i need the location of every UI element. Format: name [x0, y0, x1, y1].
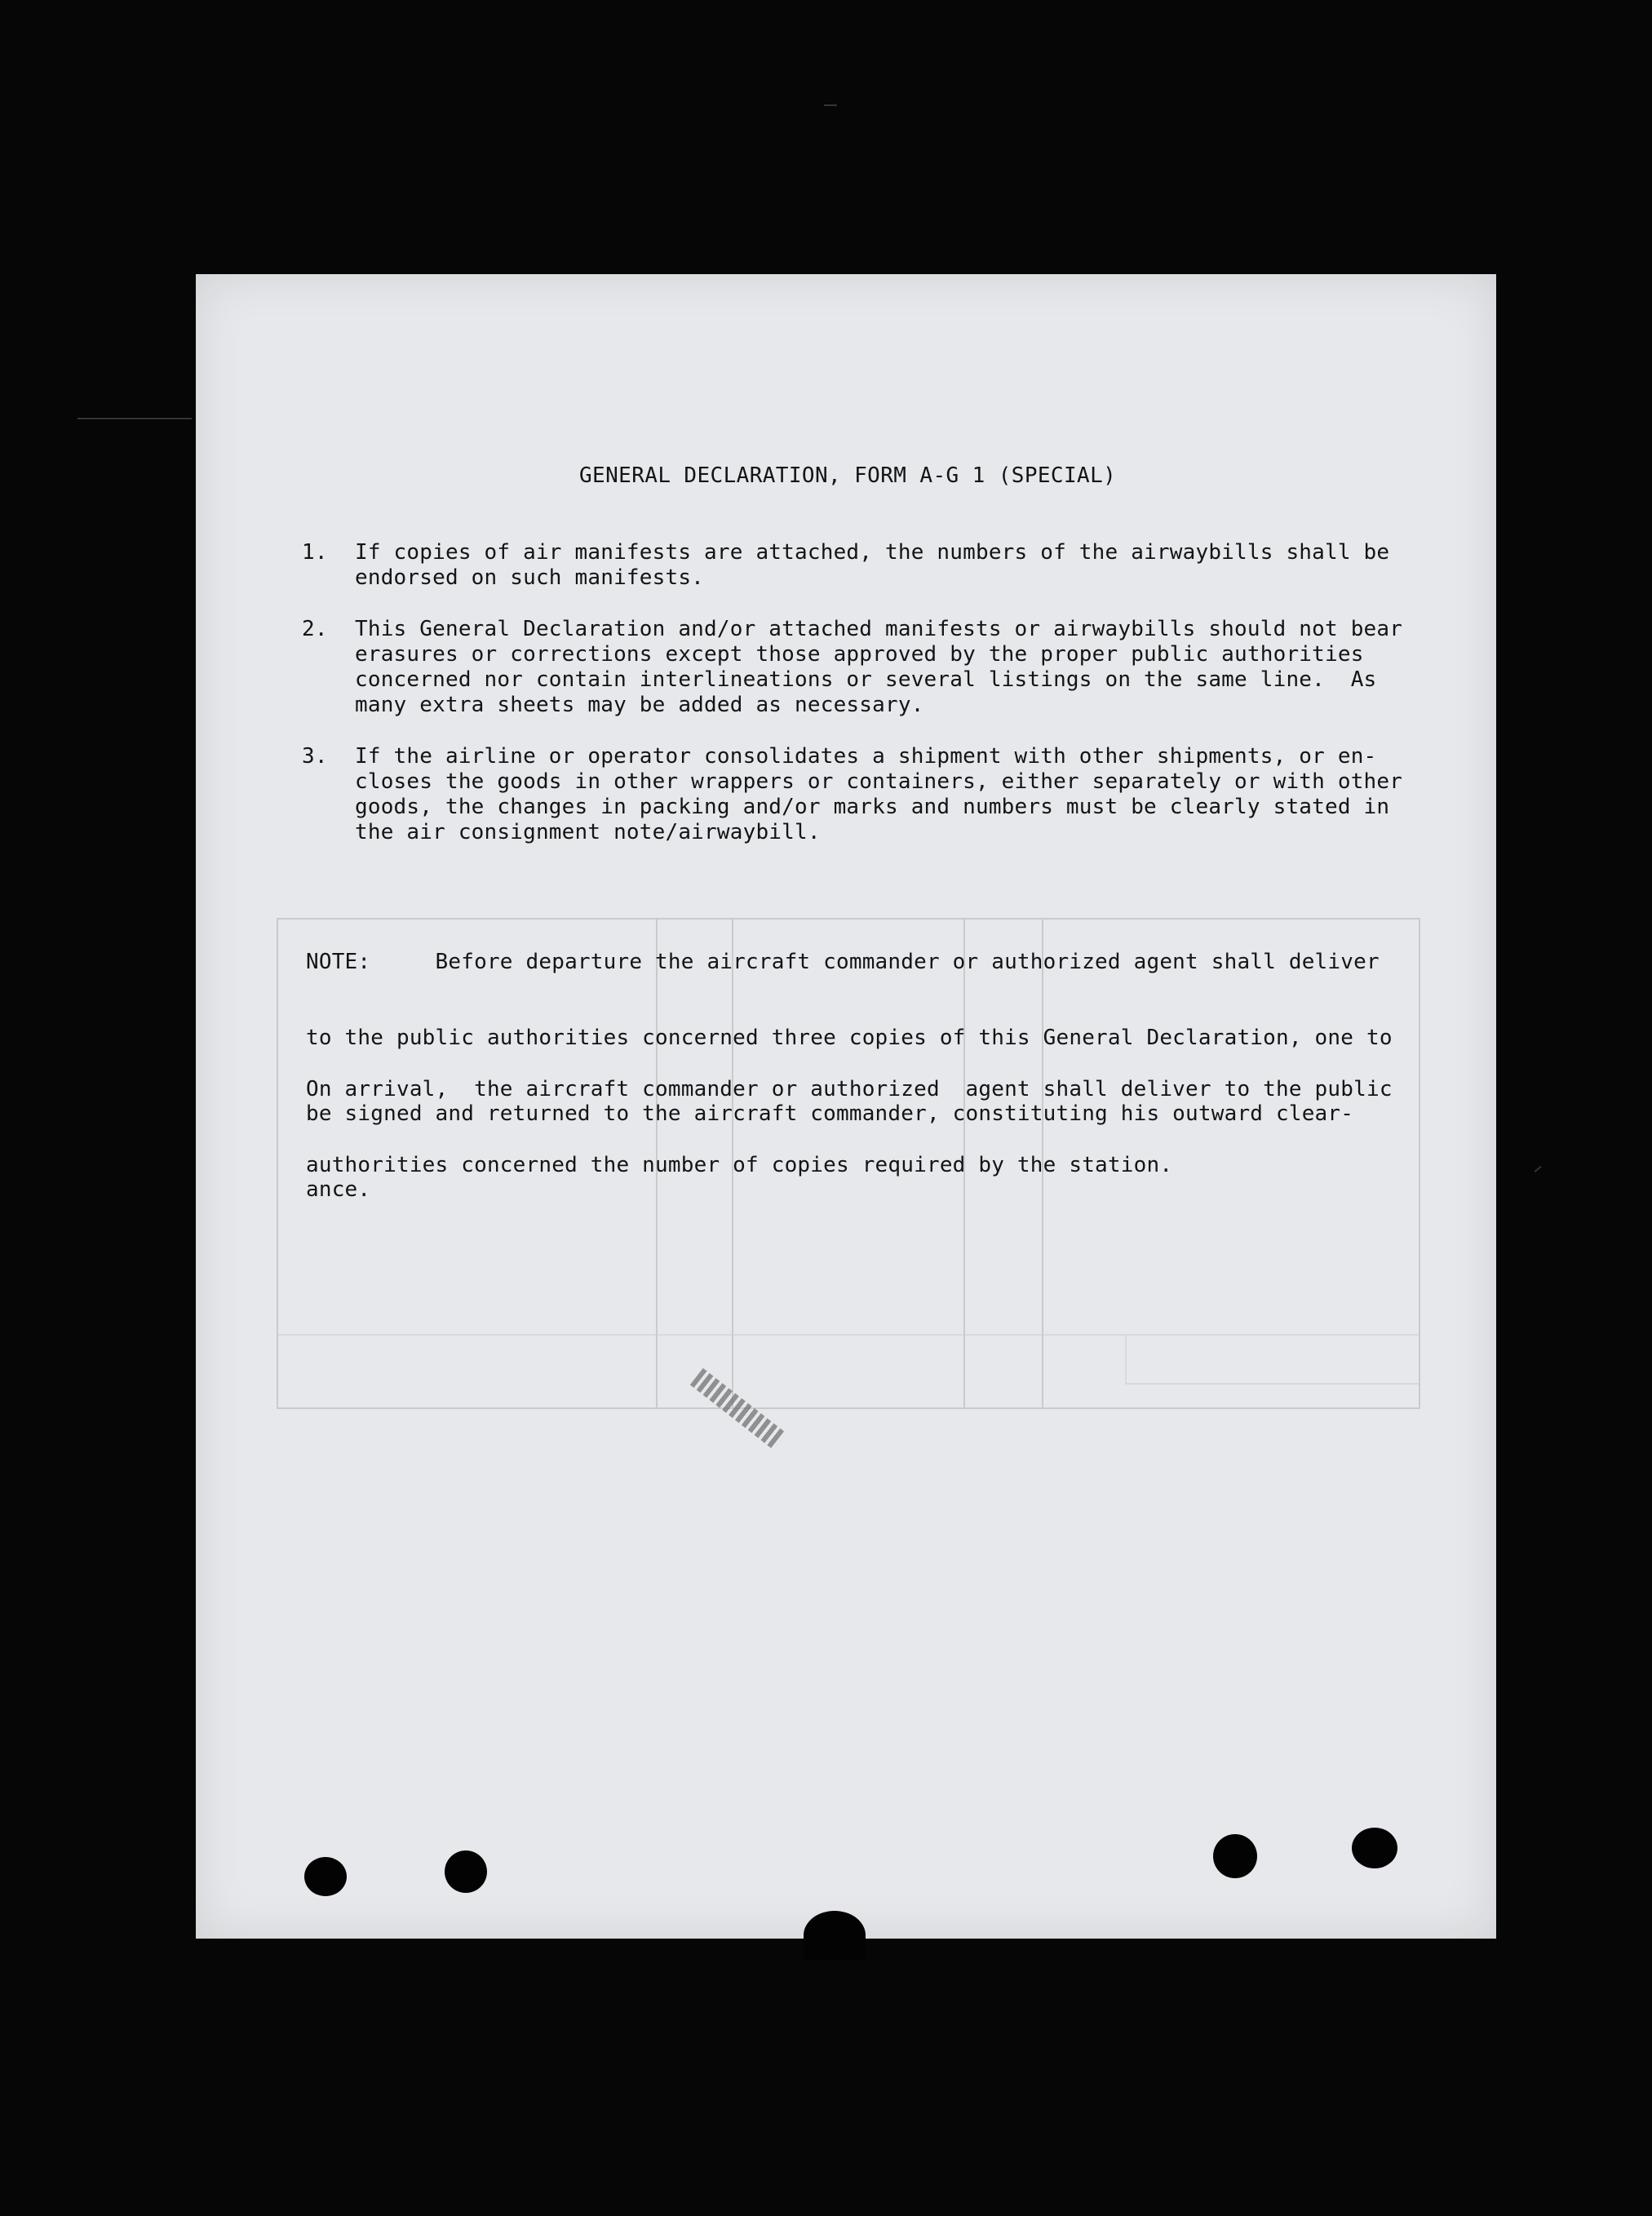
text-line: If the airline or operator consolidates a shipment with other shipments, or en- [355, 744, 1377, 769]
item-text [355, 744, 1403, 845]
text-line: ance. [306, 1177, 371, 1202]
film-scratch [1535, 1166, 1542, 1172]
item-number: 3. [302, 744, 328, 769]
faded-stamp-mark [690, 1368, 786, 1451]
text-line: If copies of air manifests are attached, the numbers of the airwaybills shall be [355, 540, 1390, 565]
arrival-paragraph [306, 1026, 1391, 1229]
item-text [355, 617, 1403, 718]
punch-hole [445, 1850, 487, 1893]
page-tear [804, 1911, 866, 1960]
text-line: endorsed on such manifests. [355, 565, 705, 590]
film-scratch [824, 104, 837, 106]
film-scratch [78, 418, 192, 419]
punch-hole [1213, 1834, 1257, 1878]
text-line: NOTE: Before departure the aircraft commander or authorized agent shall deliver [306, 950, 1380, 974]
item-number: 2. [302, 617, 328, 641]
text-line: be signed and returned to the aircraft commander, constituting his outward clear- [306, 1101, 1354, 1126]
text-line: many extra sheets may be added as necessary. [355, 693, 924, 717]
text-line: On arrival, the aircraft commander or authorized agent shall deliver to the public [306, 1077, 1393, 1101]
text-line: the air consignment note/airwaybill. [355, 820, 821, 844]
punch-hole [304, 1857, 347, 1896]
text-line: to the public authorities concerned three copies of this General Declaration, one to [306, 1026, 1393, 1050]
text-line: goods, the changes in packing and/or marks and numbers must be clearly stated in [355, 795, 1390, 819]
text-line: This General Declaration and/or attached manifests or airwaybills should not bear [355, 617, 1403, 641]
form-title: GENERAL DECLARATION, FORM A-G 1 (SPECIAL) [579, 463, 1117, 488]
document-page [196, 274, 1496, 1939]
punch-hole [1352, 1828, 1397, 1868]
item-number: 1. [302, 540, 328, 565]
text-line: closes the goods in other wrappers or containers, either separately or with other [355, 769, 1403, 794]
text-line: concerned nor contain interlineations or several listings on the same line. As [355, 667, 1377, 692]
item-text [355, 540, 1390, 591]
text-line: erasures or corrections except those approved by the proper public authorities [355, 642, 1364, 667]
text-line: authorities concerned the number of copies required by the station. [306, 1153, 1173, 1177]
